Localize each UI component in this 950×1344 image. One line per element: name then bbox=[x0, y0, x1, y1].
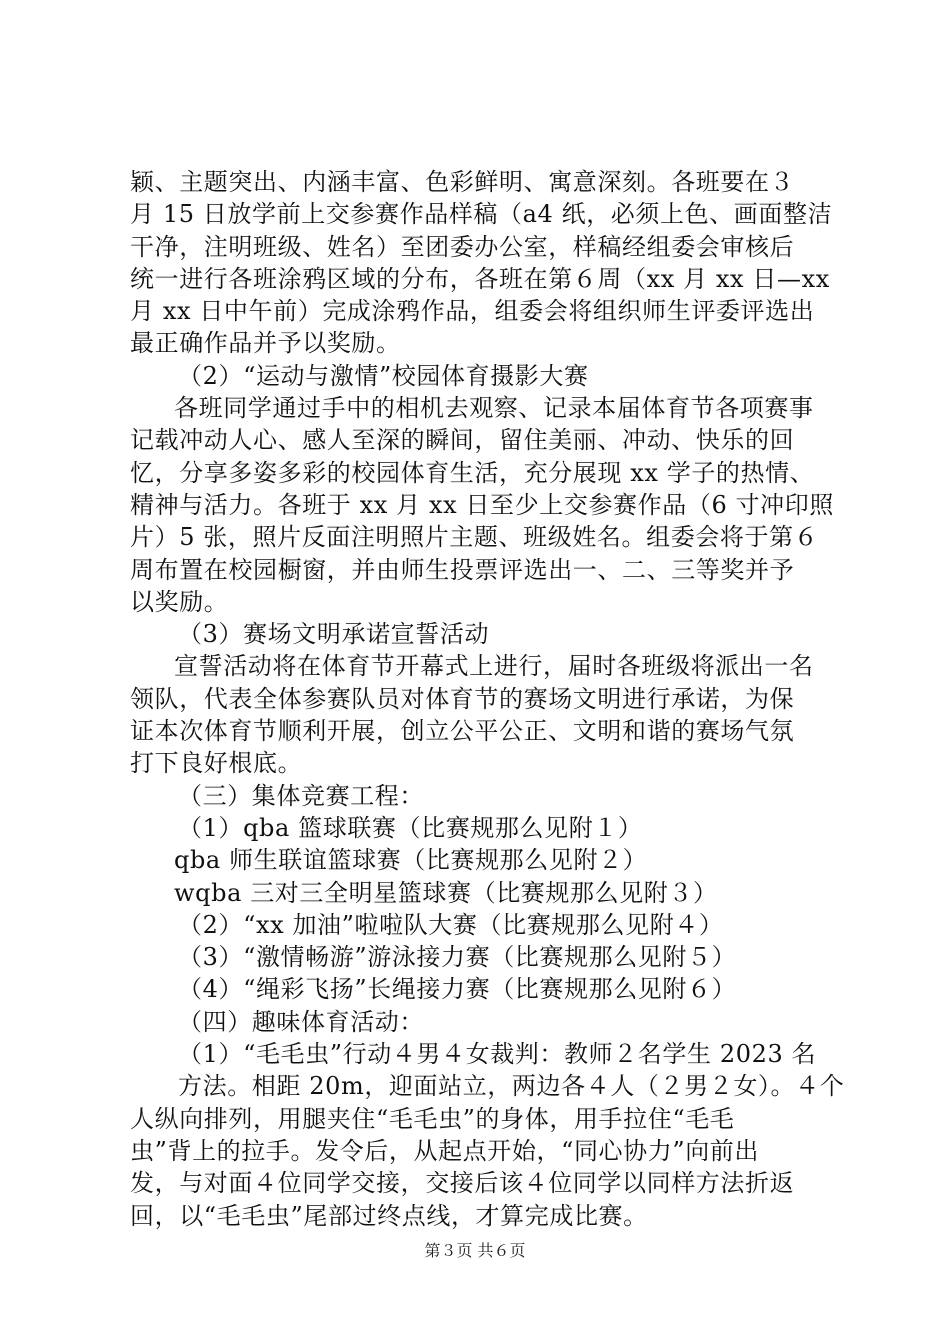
text-line: 打下良好根底。 bbox=[130, 749, 303, 778]
list-item: qba 师生联谊篮球赛（比赛规那么见附２） bbox=[174, 846, 648, 875]
text-line: 周布置在校园橱窗，并由师生投票评选出一、二、三等奖并予 bbox=[130, 555, 795, 584]
section-heading: （2）“运动与激情”校园体育摄影大赛 bbox=[178, 361, 589, 390]
document-body bbox=[130, 166, 845, 1232]
text-line: 片）5 张，照片反面注明照片主题、班级姓名。组委会将于第６ bbox=[130, 523, 819, 552]
page-footer: 第３页 共６页 bbox=[424, 1241, 526, 1260]
list-item: （3）“激情畅游”游泳接力赛（比赛规那么见附５） bbox=[178, 943, 737, 972]
section-heading: （三）集体竞赛工程： bbox=[178, 781, 424, 810]
text-line: 虫”背上的拉手。发令后，从起点开始，“同心协力”向前出 bbox=[130, 1136, 760, 1165]
text-line: 以奖励。 bbox=[130, 587, 229, 616]
text-line: 宣誓活动将在体育节开幕式上进行，届时各班级将派出一名 bbox=[174, 652, 814, 681]
section-heading: （四）趣味体育活动： bbox=[178, 1007, 424, 1036]
text-line: 月 xx 日中午前）完成涂鸦作品，组委会将组织师生评委评选出 bbox=[130, 297, 815, 326]
text-line: 统一进行各班涂鸦区域的分布，各班在第６周（xx 月 xx 日—xx bbox=[130, 264, 830, 293]
text-line: 领队，代表全体参赛队员对体育节的赛场文明进行承诺，为保 bbox=[130, 684, 795, 713]
text-line: 精神与活力。各班于 xx 月 xx 日至少上交参赛作品（6 寸冲印照 bbox=[130, 490, 834, 519]
text-line: 方法。相距 20m，迎面站立，两边各４人（２男２女）。４个 bbox=[178, 1072, 845, 1101]
text-line: 忆，分享多姿多彩的校园体育生活，充分展现 xx 学子的热情、 bbox=[130, 458, 815, 487]
list-item: wqba 三对三全明星篮球赛（比赛规那么见附３） bbox=[174, 878, 718, 907]
section-heading: （3）赛场文明承诺宣誓活动 bbox=[178, 620, 490, 649]
list-item: （1）“毛毛虫”行动４男４女裁判：教师２名学生 2023 名 bbox=[178, 1040, 817, 1069]
text-line: 记载冲动人心、感人至深的瞬间，留住美丽、冲动、快乐的回 bbox=[130, 426, 795, 455]
text-line: 各班同学通过手中的相机去观察、记录本届体育节各项赛事 bbox=[174, 394, 814, 423]
text-line: 最正确作品并予以奖励。 bbox=[130, 329, 401, 358]
text-line: 月 15 日放学前上交参赛作品样稿（a4 纸，必须上色、画面整洁 bbox=[130, 200, 833, 229]
list-item: （1）qba 篮球联赛（比赛规那么见附１） bbox=[178, 813, 643, 842]
text-line: 回，以“毛毛虫”尾部过终点线，才算完成比赛。 bbox=[130, 1201, 648, 1230]
list-item: （2）“xx 加油”啦啦队大赛（比赛规那么见附４） bbox=[178, 910, 724, 939]
text-line: 干净，注明班级、姓名）至团委办公室，样稿经组委会审核后 bbox=[130, 232, 795, 261]
text-line: 颖、主题突出、内涵丰富、色彩鲜明、寓意深刻。各班要在３ bbox=[130, 168, 795, 196]
text-line: 人纵向排列，用腿夹住“毛毛虫”的身体，用手拉住“毛毛 bbox=[130, 1104, 735, 1133]
text-line: 发，与对面４位同学交接，交接后该４位同学以同样方法折返 bbox=[130, 1169, 795, 1198]
text-line: 证本次体育节顺利开展，创立公平公正、文明和谐的赛场气氛 bbox=[130, 717, 795, 746]
list-item: （4）“绳彩飞扬”长绳接力赛（比赛规那么见附６） bbox=[178, 975, 737, 1004]
